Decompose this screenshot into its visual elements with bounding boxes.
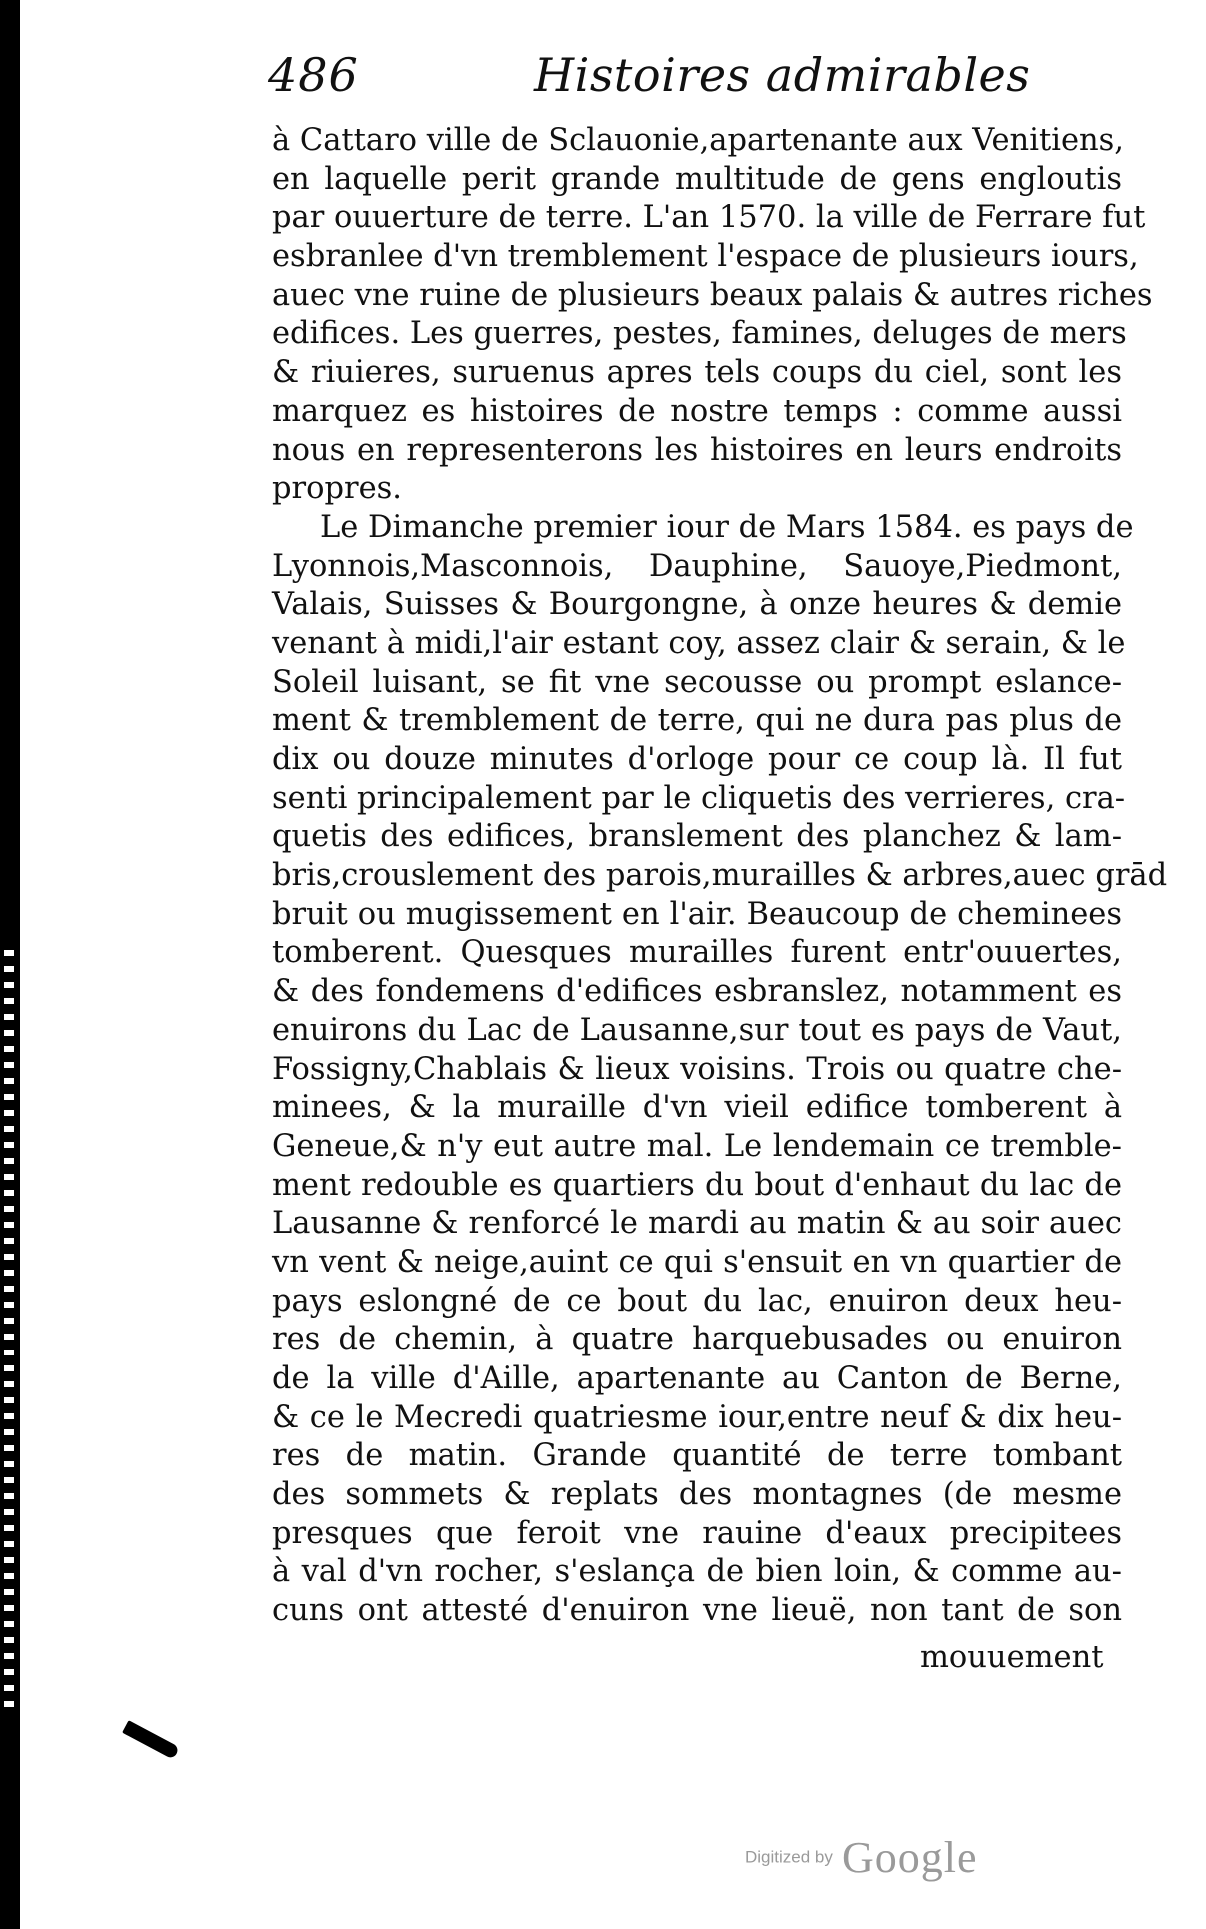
digitization-watermark	[745, 1832, 978, 1883]
watermark-prefix: Digitized by	[745, 1847, 833, 1867]
text-line: Lyonnois,Masconnois, Dauphine, Sauoye,Piedmont,	[272, 548, 1122, 584]
running-head	[268, 44, 1031, 114]
text-line: presques que feroit vne rauine d'eaux precipitees	[272, 1515, 1122, 1551]
text-line: senti principalement par le cliquetis des verrieres, cra-	[272, 780, 1126, 816]
text-line: tomberent. Quesques murailles furent entr'ouuertes,	[272, 935, 1122, 971]
text-line: Fossigny,Chablais & lieux voisins. Trois ou quatre che-	[272, 1051, 1122, 1087]
gutter-marks	[4, 1355, 14, 1715]
paragraph-start-line: Le Dimanche premier iour de Mars 1584. es pays de	[320, 509, 1134, 545]
running-title: Histoires admirables	[534, 48, 1031, 102]
text-line: cuns ont attesté d'enuiron vne lieuë, non tant de son	[272, 1593, 1122, 1629]
text-line: de la ville d'Aille, apartenante au Canton de Berne,	[272, 1361, 1122, 1396]
gutter-marks	[4, 940, 14, 1420]
text-line: ment & tremblement de terre, qui ne dura pas plus de	[272, 703, 1122, 739]
text-line: minees, & la muraille d'vn vieil edifice tomberent à	[272, 1090, 1122, 1126]
text-line: Soleil luisant, se fit vne secousse ou prompt eslance-	[272, 664, 1122, 700]
text-line: nous en representerons les histoires en leurs endroits	[272, 432, 1122, 468]
catchword: mouuement	[920, 1640, 1104, 1675]
text-line: bris,crouslement des parois,murailles & arbres,auec grād	[272, 858, 1168, 894]
text-line: à Cattaro ville de Sclauonie,apartenante aux Venitiens,	[272, 123, 1125, 158]
text-line: Geneue,& n'y eut autre mal. Le lendemain ce tremble-	[272, 1128, 1122, 1164]
text-line: vn vent & neige,auint ce qui s'ensuit en vn quartier de	[272, 1244, 1122, 1280]
text-line: & des fondemens d'edifices esbranslez, notamment es	[272, 974, 1122, 1010]
ink-smudge	[122, 1720, 180, 1760]
text-line: auec vne ruine de plusieurs beaux palais & autres riches	[272, 277, 1153, 313]
text-line: en laquelle perit grande multitude de gens engloutis	[272, 161, 1122, 197]
text-line: res de matin. Grande quantité de terre tombant	[272, 1438, 1122, 1474]
text-line: quetis des edifices, branslement des planchez & lam-	[272, 819, 1122, 855]
binding-gutter	[0, 0, 20, 1929]
text-line: ment redouble es quartiers du bout d'enhaut du lac de	[272, 1167, 1122, 1203]
text-line: venant à midi,l'air estant coy, assez clair & serain, & le	[272, 625, 1126, 661]
text-line: par ouuerture de terre. L'an 1570. la ville de Ferrare fut	[272, 200, 1146, 236]
text-line: des sommets & replats des montagnes (de mesme	[272, 1477, 1122, 1513]
text-line: Lausanne & renforcé le mardi au matin & au soir auec	[272, 1206, 1122, 1242]
watermark-brand: Google	[841, 1833, 978, 1882]
text-line: marquez es histoires de nostre temps : comme aussi	[272, 393, 1122, 429]
text-line: pays eslongné de ce bout du lac, enuiron deux heu-	[272, 1283, 1122, 1319]
text-line: & riuieres, suruenus apres tels coups du ciel, sont les	[272, 355, 1122, 391]
text-line: propres.	[272, 471, 402, 507]
text-line: à val d'vn rocher, s'eslança de bien loin, & comme au-	[272, 1554, 1122, 1590]
text-line: dix ou douze minutes d'orloge pour ce coup là. Il fut	[272, 742, 1122, 777]
text-line: enuirons du Lac de Lausanne,sur tout es pays de Vaut,	[272, 1012, 1122, 1048]
text-line: res de chemin, à quatre harquebusades ou enuiron	[272, 1322, 1122, 1358]
text-line: Valais, Suisses & Bourgongne, à onze heures & demie	[272, 587, 1122, 623]
text-line: esbranlee d'vn tremblement l'espace de plusieurs iours,	[272, 239, 1139, 275]
body-text	[272, 122, 1168, 1631]
page-number: 486	[268, 48, 359, 102]
text-line: edifices. Les guerres, pestes, famines, deluges de mers	[272, 316, 1127, 352]
text-line: bruit ou mugissement en l'air. Beaucoup de cheminees	[272, 896, 1122, 932]
text-line: & ce le Mecredi quatriesme iour,entre neuf & dix heu-	[272, 1399, 1122, 1435]
